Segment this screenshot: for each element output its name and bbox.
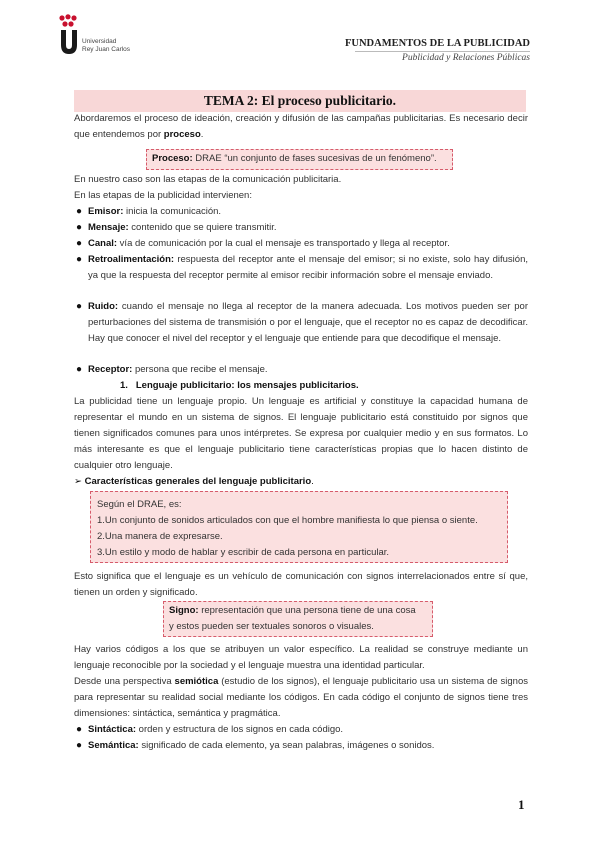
list-item: Receptor: persona que recibe el mensaje. bbox=[88, 364, 268, 375]
proceso-definition-box: Proceso: DRAE “un conjunto de fases sucesivas de un fenómeno”. bbox=[146, 149, 453, 170]
crown-icon bbox=[58, 14, 78, 28]
bullet-icon: ● bbox=[76, 206, 83, 217]
lenguaje-paragraph: La publicidad tiene un lenguaje propio. Un lenguaje es artificial y constituye la capacidad humana de representar el mundo en un sistema de signos. El lenguaje publicitario está constituido por signos que tienen significados comunes para unos intérpretes. Se expresa por cualquier medio y en sus formatos. Lo más interesante es que el lenguaje publicitario tiene características propias que lo hacen distinto de cualquier otro lenguaje. bbox=[74, 396, 528, 471]
semiotica-paragraph: Desde una perspectiva semiótica (estudio de los signos), el lenguaje publicitario usa un sistema de signos para representar su realidad social mediante los códigos. En cada código el conjunto de signos tiene tres dimensiones: sintáctica, semántica y pragmática. bbox=[74, 676, 529, 719]
bullet-icon: ● bbox=[76, 254, 83, 265]
header-divider bbox=[355, 51, 530, 52]
page-title: TEMA 2: El proceso publicitario. bbox=[74, 90, 526, 112]
list-item: Retroalimentación: respuesta del receptor ante el mensaje del emisor; si no existe, solo hay difusión, ya que la respuesta del receptor permite al emisor recibir información sobre el mensaje enviado. bbox=[88, 254, 528, 281]
signo-definition-box: Signo: representación que una persona tiene de una cosa y estos pueden ser textuales sonoros o visuales. bbox=[163, 601, 433, 637]
list-item: Ruido: cuando el mensaje no llega al receptor de la manera adecuada. Los motivos pueden ser por perturbaciones del sistema de transmisión o por el lenguaje, que el receptor no es capaz de decodificar. Hay que conocer el nivel del receptor y el lenguaje que entiende para que decodifique el mensaje. bbox=[88, 301, 528, 344]
university-name: Universidad Rey Juan Carlos bbox=[82, 38, 131, 53]
bullet-icon: ● bbox=[76, 222, 83, 233]
list-item: Mensaje: contenido que se quiere transmitir. bbox=[88, 222, 277, 233]
bullet-icon: ● bbox=[76, 724, 83, 735]
list-item: Canal: vía de comunicación por la cual el mensaje es transportado y llega al receptor. bbox=[88, 238, 450, 249]
university-logo-icon bbox=[60, 30, 78, 54]
stages-paragraph: En las etapas de la publicidad intervienen: bbox=[74, 190, 252, 201]
bullet-icon: ● bbox=[76, 364, 83, 375]
list-item: Sintáctica: orden y estructura de los signos en cada código. bbox=[88, 724, 344, 735]
course-title: FUNDAMENTOS DE LA PUBLICIDAD bbox=[344, 38, 530, 49]
subsection-heading: ➢ Características generales del lenguaje publicitario. bbox=[74, 476, 314, 487]
case-paragraph: En nuestro caso son las etapas de la comunicación publicitaria. bbox=[74, 174, 342, 185]
drae-definition-box: Según el DRAE, es: 1.Un conjunto de sonidos articulados con que el hombre manifiesta lo que piensa o siente. 2.Una manera de expresarse. 3.Un estilo y modo de hablar y escribir de cada persona en particular. bbox=[90, 491, 508, 563]
list-item: Semántica: significado de cada elemento, ya sean palabras, imágenes o sonidos. bbox=[88, 740, 435, 751]
bullet-icon: ● bbox=[76, 740, 83, 751]
page-number: 1 bbox=[518, 797, 525, 812]
bullet-icon: ● bbox=[76, 301, 83, 312]
arrow-icon: ➢ bbox=[74, 476, 82, 487]
significa-paragraph: Esto significa que el lenguaje es un vehículo de comunicación con signos interrelacionados entre sí que, tienen un orden y significado. bbox=[74, 571, 528, 598]
degree-name: Publicidad y Relaciones Públicas bbox=[402, 53, 530, 63]
codigos-paragraph: Hay varios códigos a los que se atribuyen un valor específico. La realidad se construye mediante un lenguaje reconocible por la sociedad y el lenguaje muestra una identidad particular. bbox=[74, 644, 528, 671]
list-item: Emisor: inicia la comunicación. bbox=[88, 206, 222, 217]
intro-paragraph: Abordaremos el proceso de ideación, creación y difusión de las campañas publicitarias. Es necesario decir que entendemos por proceso. bbox=[74, 113, 528, 140]
bullet-icon: ● bbox=[76, 238, 83, 249]
section-heading: 1. Lenguaje publicitario: los mensajes publicitarios. bbox=[120, 380, 359, 391]
